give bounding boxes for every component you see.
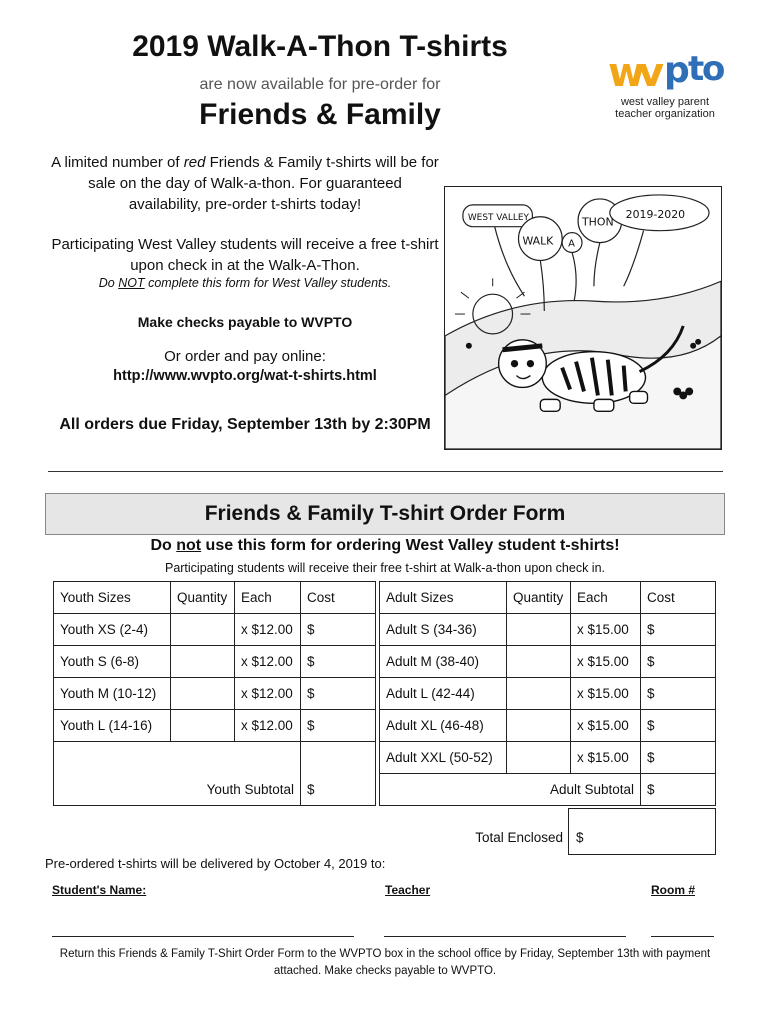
youth-quantity-field[interactable] [171,614,235,646]
logo-letters-o: o [702,49,726,89]
adult-each-cell: x $15.00 [571,646,641,678]
due-date-text: All orders due Friday, September 13th by 2:30PM [59,416,431,433]
total-enclosed-field[interactable] [568,808,716,855]
teacher-line[interactable] [384,936,626,937]
youth-cost-field[interactable]: $ [301,678,376,710]
do-not-warning [45,537,725,555]
teacher-label: Teacher [385,883,431,897]
adult-size-cell: Adult M (38-40) [380,646,507,678]
balloon-walk-text: WALK [522,234,554,248]
adult-subtotal-label: Adult Subtotal [380,774,641,806]
total-enclosed-dollar: $ [576,830,584,845]
youth-order-table [53,581,376,806]
table-row [54,678,376,710]
student-name-line[interactable] [52,936,354,937]
adult-quantity-field[interactable] [507,742,571,774]
logo-letters-p: p [664,50,690,91]
intro-emphasis: red [183,154,206,171]
student-name-label: Student's Name: [52,883,147,897]
adult-each-cell: x $15.00 [571,614,641,646]
youth-size-cell: Youth S (6-8) [54,646,171,678]
table-row [380,678,716,710]
adult-subtotal-row [380,774,716,806]
adult-size-cell: Adult XXL (50-52) [380,742,507,774]
adult-size-cell: Adult S (34-36) [380,614,507,646]
order-url-link[interactable]: http://www.wvpto.org/wat-t-shirts.html [113,368,377,384]
intro-suffix: Friends & Family t-shirts will be for sale on the day of Walk-a-thon. For guaranteed availability, pre-order t-shirts today! [88,154,439,213]
table-row [380,742,716,774]
adult-order-table [379,581,716,806]
intro-prefix: A limited number of [51,154,184,171]
room-line[interactable] [651,936,714,937]
adult-each-header: Each [571,582,641,614]
not-complete-prefix: Do [98,276,119,290]
intro-text [50,152,440,215]
page-title: 2019 Walk-A-Thon T-shirts [132,30,508,63]
adult-each-cell: x $15.00 [571,710,641,742]
adult-cost-field[interactable]: $ [641,678,716,710]
adult-cost-field[interactable]: $ [641,742,716,774]
table-row [380,614,716,646]
youth-sizes-header: Youth Sizes [54,582,171,614]
youth-quantity-field[interactable] [171,678,235,710]
youth-each-cell: x $12.00 [235,646,301,678]
not-complete-note [50,276,440,290]
youth-size-cell: Youth XS (2-4) [54,614,171,646]
do-not-emphasis: not [176,537,202,554]
section-divider [48,471,723,472]
adult-cost-field[interactable]: $ [641,646,716,678]
youth-subtotal-row [54,742,376,774]
youth-gap-cell [301,742,376,774]
table-row [54,646,376,678]
youth-quantity-field[interactable] [171,646,235,678]
adult-cost-field[interactable]: $ [641,710,716,742]
youth-size-cell: Youth M (10-12) [54,678,171,710]
return-instructions: Return this Friends & Family T-Shirt Order Form to the WVPTO box in the school office by Friday, September 13th with payment attached. Make checks payable to WVPTO. [59,948,711,977]
adult-quantity-field[interactable] [507,646,571,678]
page-subtitle: are now available for pre-order for [199,76,441,93]
delivery-note: Pre-ordered t-shirts will be delivered by October 4, 2019 to: [45,856,386,871]
youth-cost-header: Cost [301,582,376,614]
balloon-west-valley-text: WEST VALLEY [467,212,529,223]
logo-letters-w: w [608,50,645,96]
logo-caption-line2: teacher organization [615,108,715,120]
order-form-banner: Friends & Family T-shirt Order Form [45,493,725,535]
not-complete-suffix: complete this form for West Valley students. [144,276,392,290]
adult-quantity-field[interactable] [507,710,571,742]
youth-cost-field[interactable]: $ [301,646,376,678]
youth-each-cell: x $12.00 [235,710,301,742]
logo-caption-line1: west valley parent [620,96,710,108]
balloon-a-text: A [568,238,575,250]
balloon-thon-text: THON [582,215,614,229]
adult-size-cell: Adult XL (46-48) [380,710,507,742]
youth-subtotal-field[interactable]: $ [301,774,376,806]
table-row [54,614,376,646]
table-row [54,710,376,742]
youth-quantity-field[interactable] [171,710,235,742]
youth-quantity-header: Quantity [171,582,235,614]
youth-each-cell: x $12.00 [235,614,301,646]
adult-header-row [380,582,716,614]
adult-quantity-header: Quantity [507,582,571,614]
youth-subtotal-label: Youth Subtotal [54,742,301,806]
do-not-suffix: use this form for ordering West Valley student t-shirts! [201,537,620,554]
youth-cost-field[interactable]: $ [301,614,376,646]
adult-sizes-header: Adult Sizes [380,582,507,614]
adult-quantity-field[interactable] [507,678,571,710]
logo-letters-t: t [688,49,705,89]
total-enclosed-label: Total Enclosed [475,830,563,845]
adult-each-cell: x $15.00 [571,742,641,774]
balloon-2019-2020-text: 2019-2020 [625,207,686,221]
table-row [380,710,716,742]
audience-heading: Friends & Family [199,98,441,131]
adult-cost-field[interactable]: $ [641,614,716,646]
participating-text: Participating West Valley students will receive a free t-shirt upon check in at the Walk-A-Thon. [51,236,439,274]
not-complete-emphasis: NOT [118,276,145,290]
checks-payable-text: Make checks payable to WVPTO [137,314,353,330]
logo-letters-v: v [638,50,665,96]
youth-cost-field[interactable]: $ [301,710,376,742]
youth-header-row [54,582,376,614]
youth-each-cell: x $12.00 [235,678,301,710]
logo-caption [600,96,730,120]
youth-each-header: Each [235,582,301,614]
adult-cost-header: Cost [641,582,716,614]
order-online-text: Or order and pay online: [164,348,326,365]
tiger-walkathon-illustration [444,186,722,450]
youth-size-cell: Youth L (14-16) [54,710,171,742]
adult-subtotal-field[interactable]: $ [641,774,716,806]
adult-each-cell: x $15.00 [571,678,641,710]
free-shirt-note: Participating students will receive their free t-shirt at Walk-a-thon upon check in. [164,561,605,575]
table-row [380,646,716,678]
adult-size-cell: Adult L (42-44) [380,678,507,710]
adult-quantity-field[interactable] [507,614,571,646]
room-label: Room # [651,883,696,897]
do-not-prefix: Do [150,537,177,554]
